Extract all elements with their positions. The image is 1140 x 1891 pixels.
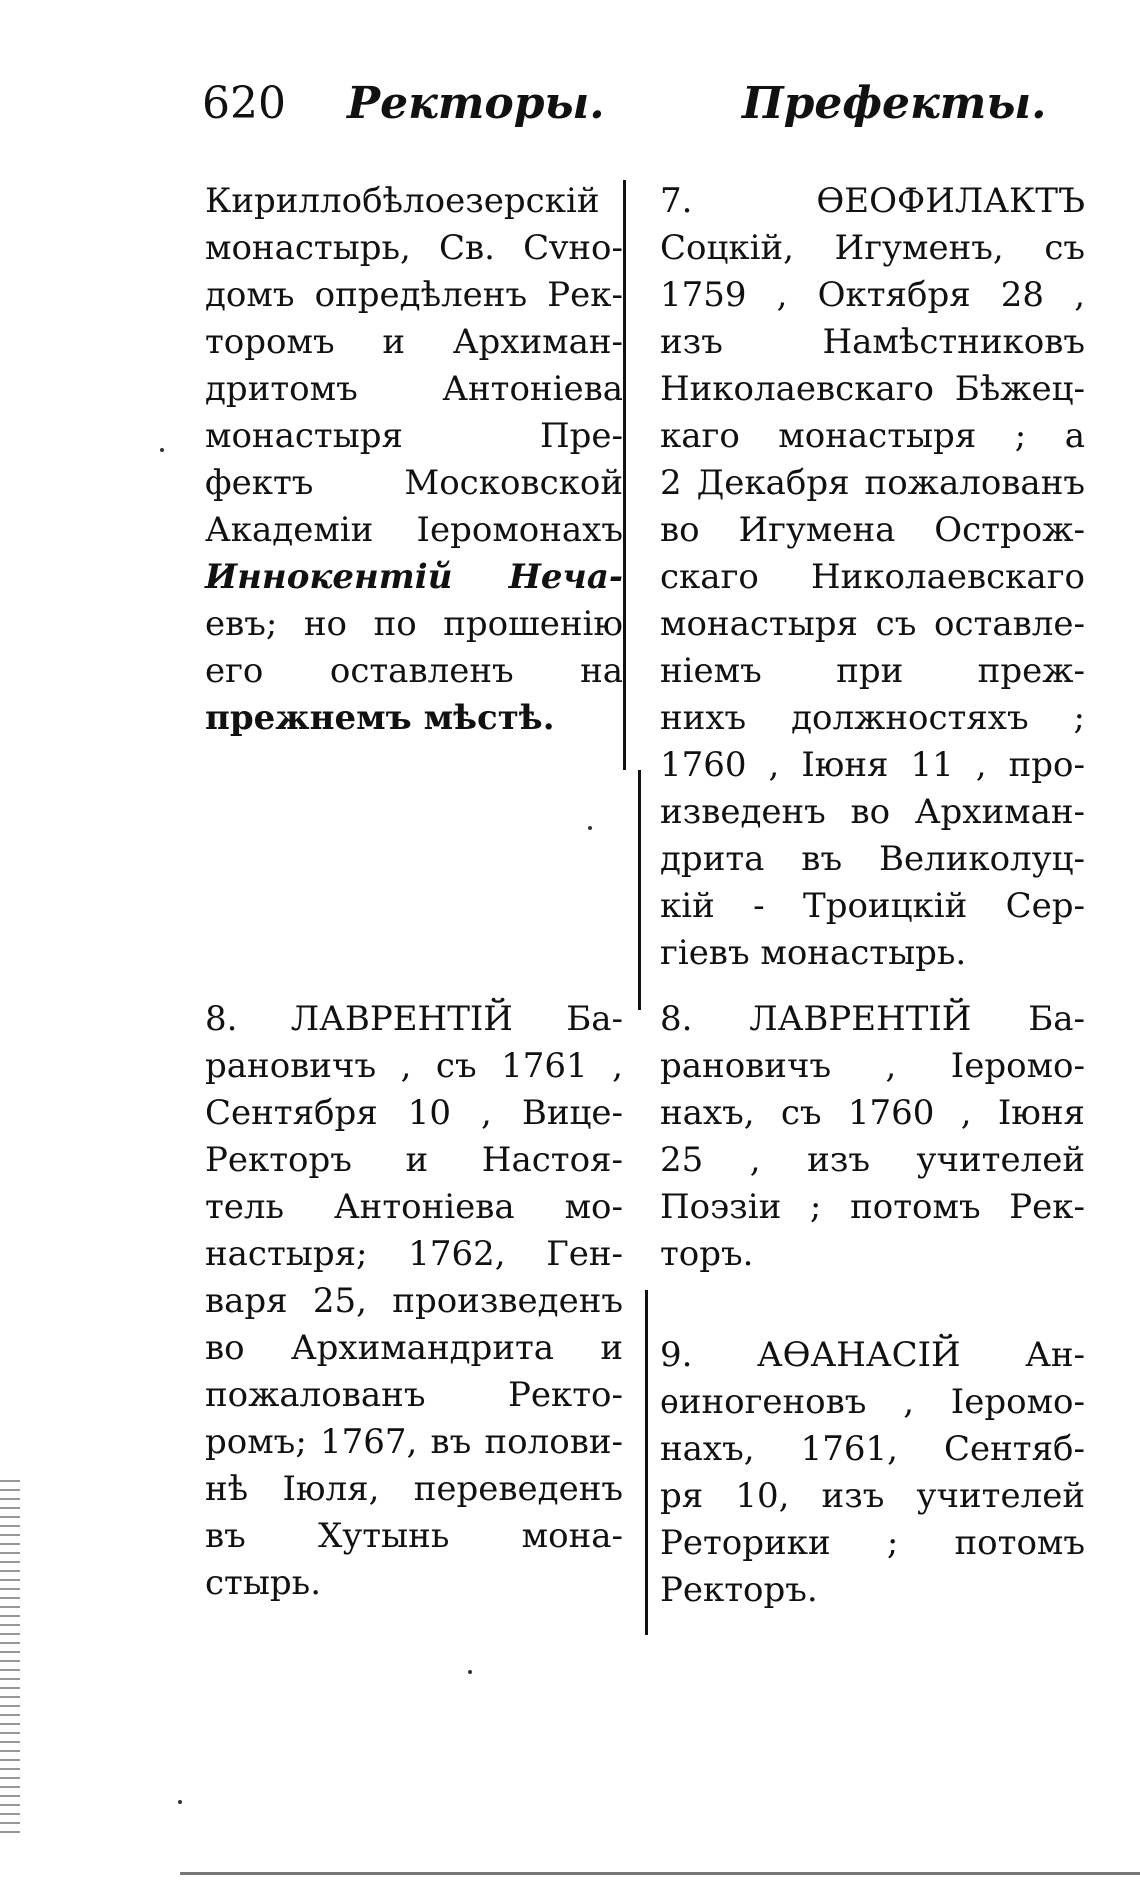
text-line: 1760 , Іюня 11 , про- <box>660 745 1085 785</box>
ink-speck <box>178 1800 182 1804</box>
text-line: нѣ Іюля, переведенъ <box>205 1469 623 1509</box>
text-line: Иннокентій Неча- <box>205 557 623 597</box>
text-line: его оставленъ на <box>205 651 623 691</box>
text-line: варя 25, произведенъ <box>205 1281 623 1321</box>
right-column-block-1 <box>660 178 1085 977</box>
text-line: каго монастыря ; а <box>660 416 1085 456</box>
text-line: ніемъ при преж- <box>660 651 1085 691</box>
page-number: 620 <box>202 78 286 129</box>
text-line: монастыря Пре- <box>205 416 623 456</box>
text-line: изведенъ во Архиман- <box>660 792 1085 832</box>
right-column-block-2 <box>660 996 1085 1278</box>
text-line: 8. ЛАВРЕНТІЙ Ба- <box>205 999 623 1039</box>
ink-speck <box>160 448 164 452</box>
text-line: рановичъ , Іеромо- <box>660 1046 1085 1086</box>
text-line: рановичъ , съ 1761 , <box>205 1046 623 1086</box>
text-line: фектъ Московской <box>205 463 623 503</box>
text-line: ря 10, изъ учителей <box>660 1476 1085 1516</box>
text-line: Соцкій, Игуменъ, съ <box>660 228 1085 268</box>
text-line: ѳиногеновъ , Іеромо- <box>660 1382 1085 1422</box>
text-line: Поэзіи ; потомъ Рек- <box>660 1187 1085 1227</box>
text-line: домъ опредѣленъ Рек- <box>205 275 623 315</box>
text-line: Реторики ; потомъ <box>660 1523 1085 1563</box>
right-column-block-3 <box>660 1332 1085 1614</box>
text-line: нахъ, съ 1760 , Іюня <box>660 1093 1085 1133</box>
text-line: дрита въ Великолуц- <box>660 839 1085 879</box>
left-column-block-1 <box>205 178 623 742</box>
text-line: ромъ; 1767, въ полови- <box>205 1422 623 1462</box>
text-line: Академіи Іеромонахъ <box>205 510 623 550</box>
text-line: Ректоръ и Настоя- <box>205 1140 623 1180</box>
text-line: кій - Троицкій Сер- <box>660 886 1085 926</box>
text-line: 1759 , Октября 28 , <box>660 275 1085 315</box>
text-line: настыря; 1762, Ген- <box>205 1234 623 1274</box>
page-edge-noise <box>0 1480 20 1840</box>
text-line: тель Антоніева мо- <box>205 1187 623 1227</box>
text-line: изъ Намѣстниковъ <box>660 322 1085 362</box>
ink-speck <box>468 1670 472 1674</box>
text-line: прежнемъ мѣстѣ. <box>205 698 555 738</box>
column-divider-lower <box>645 1290 648 1635</box>
text-line: скаго Николаевскаго <box>660 557 1085 597</box>
text-line: стырь. <box>205 1563 321 1603</box>
running-header <box>0 78 1140 138</box>
text-line: въ Хутынь мона- <box>205 1516 623 1556</box>
text-line: нихъ должностяхъ ; <box>660 698 1085 738</box>
text-line: во Игумена Острож- <box>660 510 1085 550</box>
text-line: Сентября 10 , Вице- <box>205 1093 623 1133</box>
column-divider-upper <box>623 180 626 770</box>
ink-speck <box>588 826 592 830</box>
text-line: Кириллобѣлоезерскій <box>205 181 600 221</box>
text-line: монастыря съ оставле- <box>660 604 1085 644</box>
text-line: 9. АѲАНАСІЙ Ан- <box>660 1335 1085 1375</box>
text-line: нахъ, 1761, Сентяб- <box>660 1429 1085 1469</box>
text-line: торомъ и Архиман- <box>205 322 623 362</box>
text-line: во Архимандрита и <box>205 1328 623 1368</box>
text-line: 7. ѲЕОФИЛАКТЪ <box>660 181 1085 221</box>
left-running-title: Ректоры. <box>347 78 605 129</box>
text-line: 8. ЛАВРЕНТІЙ Ба- <box>660 999 1085 1039</box>
bottom-scan-line <box>180 1872 1140 1875</box>
column-divider-middle <box>638 770 641 1010</box>
text-line: гіевъ монастырь. <box>660 933 967 973</box>
text-line: пожалованъ Ректо- <box>205 1375 623 1415</box>
text-line: монастырь, Св. Сvно- <box>205 228 623 268</box>
text-line: торъ. <box>660 1234 754 1274</box>
text-line: Николаевскаго Бѣжец- <box>660 369 1085 409</box>
left-column-block-2 <box>205 996 623 1607</box>
text-line: Ректоръ. <box>660 1570 818 1610</box>
right-running-title: Префекты. <box>742 78 1047 129</box>
text-line: евъ; но по прошенію <box>205 604 623 644</box>
text-line: дритомъ Антоніева <box>205 369 623 409</box>
text-line: 25 , изъ учителей <box>660 1140 1085 1180</box>
text-line: 2 Декабря пожалованъ <box>660 463 1085 503</box>
